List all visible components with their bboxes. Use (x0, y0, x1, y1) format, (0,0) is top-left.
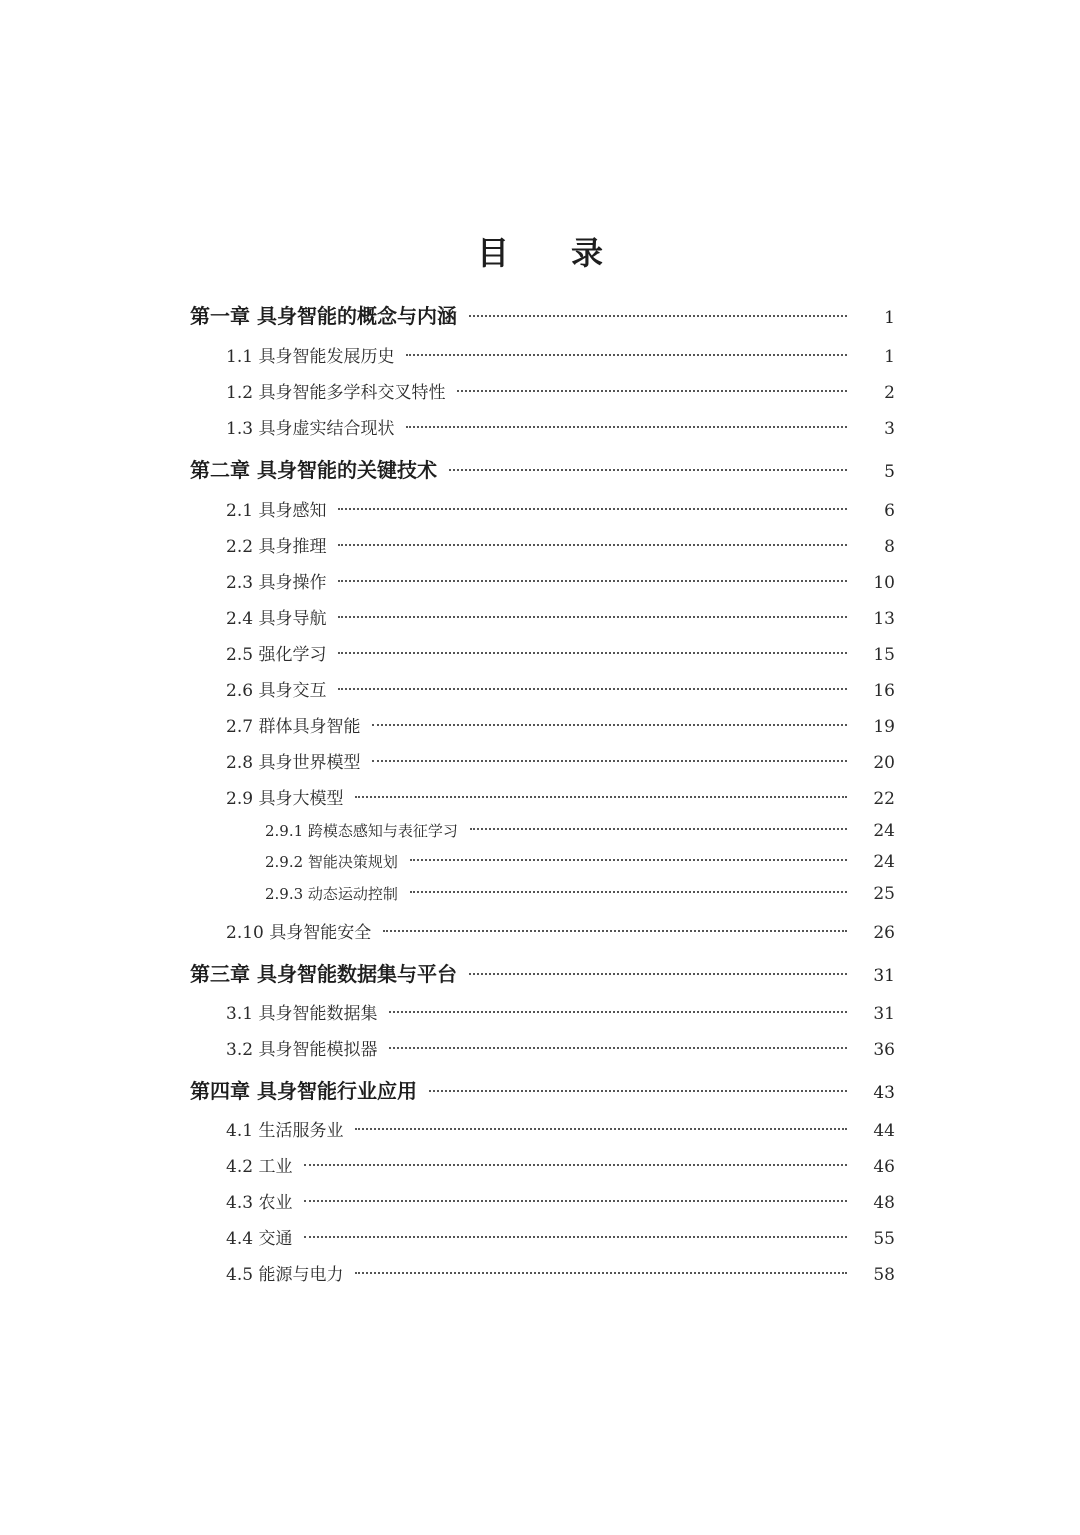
toc-page-number: 6 (884, 501, 895, 521)
toc-section-2-3 (226, 568, 895, 593)
toc-entry-label: 2.6 具身交互 (226, 681, 327, 701)
dot-leader (410, 891, 847, 893)
toc-title-char-1: 目 (476, 234, 509, 272)
dot-leader (449, 469, 847, 471)
toc-section-2-1 (226, 496, 895, 521)
toc-entry-label: 第一章 具身智能的概念与内涵 (190, 304, 457, 328)
toc-entry-label: 2.7 群体具身智能 (226, 717, 361, 737)
dot-leader (338, 652, 847, 654)
toc-entry-label: 2.2 具身推理 (226, 537, 327, 557)
dot-leader (406, 426, 847, 428)
toc-page-number: 26 (873, 923, 895, 943)
toc-section-2-9 (226, 784, 895, 809)
toc-section-4-1 (226, 1116, 895, 1141)
toc-entry-label: 1.3 具身虚实结合现状 (226, 419, 395, 439)
toc-page-number: 19 (873, 717, 895, 737)
toc-page-number: 43 (873, 1083, 895, 1103)
toc-entry-label: 2.9.1 跨模态感知与表征学习 (265, 822, 458, 840)
toc-entry-label: 4.1 生活服务业 (226, 1121, 344, 1141)
toc-page-number: 20 (873, 753, 895, 773)
dot-leader (338, 688, 847, 690)
dot-leader (355, 1272, 847, 1274)
toc-section-2-2 (226, 532, 895, 557)
dot-leader (406, 354, 847, 356)
dot-leader (429, 1090, 847, 1092)
toc-subsection-2-9-1 (265, 820, 895, 841)
toc-subsection-2-9-2 (265, 851, 895, 872)
toc-section-3-1 (226, 999, 895, 1024)
dot-leader (389, 1047, 847, 1049)
toc-page-number: 48 (873, 1193, 895, 1213)
toc-section-2-4 (226, 604, 895, 629)
toc-page-number: 15 (873, 645, 895, 665)
toc-entry-label: 第三章 具身智能数据集与平台 (190, 962, 457, 986)
toc-chapter-1 (190, 300, 895, 329)
toc-entry-label: 4.4 交通 (226, 1229, 293, 1249)
toc-section-2-8 (226, 748, 895, 773)
toc-section-4-5 (226, 1260, 895, 1285)
dot-leader (355, 796, 847, 798)
toc-section-4-2 (226, 1152, 895, 1177)
dot-leader (338, 616, 847, 618)
toc-entry-label: 3.2 具身智能模拟器 (226, 1040, 378, 1060)
toc-entry-label: 4.2 工业 (226, 1157, 293, 1177)
toc-page-number: 36 (873, 1040, 895, 1060)
toc-title (0, 228, 1080, 274)
toc-chapter-2 (190, 454, 895, 483)
toc-page-number: 24 (873, 852, 895, 872)
dot-leader (338, 580, 847, 582)
dot-leader (383, 930, 847, 932)
toc-entry-label: 3.1 具身智能数据集 (226, 1004, 378, 1024)
toc-page-number: 58 (873, 1265, 895, 1285)
toc-page-number: 24 (873, 821, 895, 841)
toc-section-1-1 (226, 342, 895, 367)
toc-page-number: 16 (873, 681, 895, 701)
toc-page-number: 13 (873, 609, 895, 629)
toc-page-number: 44 (873, 1121, 895, 1141)
dot-leader (469, 973, 847, 975)
toc-page-number: 1 (884, 308, 895, 328)
toc-section-1-2 (226, 378, 895, 403)
toc-entry-label: 2.1 具身感知 (226, 501, 327, 521)
dot-leader (372, 760, 847, 762)
toc-entry-label: 2.4 具身导航 (226, 609, 327, 629)
toc-page-number: 55 (873, 1229, 895, 1249)
toc-section-4-4 (226, 1224, 895, 1249)
dot-leader (304, 1164, 847, 1166)
toc-page-number: 46 (873, 1157, 895, 1177)
toc-entry-label: 4.3 农业 (226, 1193, 293, 1213)
toc-section-2-6 (226, 676, 895, 701)
toc-entry-label: 1.1 具身智能发展历史 (226, 347, 395, 367)
dot-leader (355, 1128, 847, 1130)
toc-section-2-7 (226, 712, 895, 737)
toc-page-number: 1 (884, 347, 895, 367)
dot-leader (304, 1236, 847, 1238)
toc-entry-label: 第四章 具身智能行业应用 (190, 1079, 417, 1103)
toc-section-4-3 (226, 1188, 895, 1213)
toc-chapter-3 (190, 958, 895, 987)
dot-leader (304, 1200, 847, 1202)
toc-entry-label: 2.8 具身世界模型 (226, 753, 361, 773)
dot-leader (470, 828, 847, 830)
toc-entry-label: 1.2 具身智能多学科交叉特性 (226, 383, 446, 403)
toc-page-number: 31 (873, 1004, 895, 1024)
toc-entry-label: 2.9 具身大模型 (226, 789, 344, 809)
toc-section-2-10 (226, 918, 895, 943)
toc-entry-label: 第二章 具身智能的关键技术 (190, 458, 437, 482)
toc-entry-label: 2.10 具身智能安全 (226, 923, 372, 943)
toc-subsection-2-9-3 (265, 883, 895, 904)
toc-page-number: 5 (884, 462, 895, 482)
toc-entry-label: 2.9.2 智能决策规划 (265, 853, 398, 871)
dot-leader (410, 859, 847, 861)
toc-entry-label: 2.9.3 动态运动控制 (265, 885, 398, 903)
toc-page-number: 10 (873, 573, 895, 593)
toc-title-char-2: 录 (571, 234, 604, 272)
toc-section-3-2 (226, 1035, 895, 1060)
toc-page-number: 8 (884, 537, 895, 557)
dot-leader (389, 1011, 847, 1013)
toc-entry-label: 2.5 强化学习 (226, 645, 327, 665)
toc-page-number: 22 (873, 789, 895, 809)
dot-leader (372, 724, 847, 726)
toc-page-number: 3 (884, 419, 895, 439)
toc-section-1-3 (226, 414, 895, 439)
toc-section-2-5 (226, 640, 895, 665)
toc-chapter-4 (190, 1075, 895, 1104)
toc-entry-label: 2.3 具身操作 (226, 573, 327, 593)
toc-page-number: 31 (873, 966, 895, 986)
toc-page-number: 25 (873, 884, 895, 904)
dot-leader (469, 315, 847, 317)
toc-entry-label: 4.5 能源与电力 (226, 1265, 344, 1285)
dot-leader (338, 544, 847, 546)
dot-leader (457, 390, 847, 392)
dot-leader (338, 508, 847, 510)
toc-page-number: 2 (884, 383, 895, 403)
